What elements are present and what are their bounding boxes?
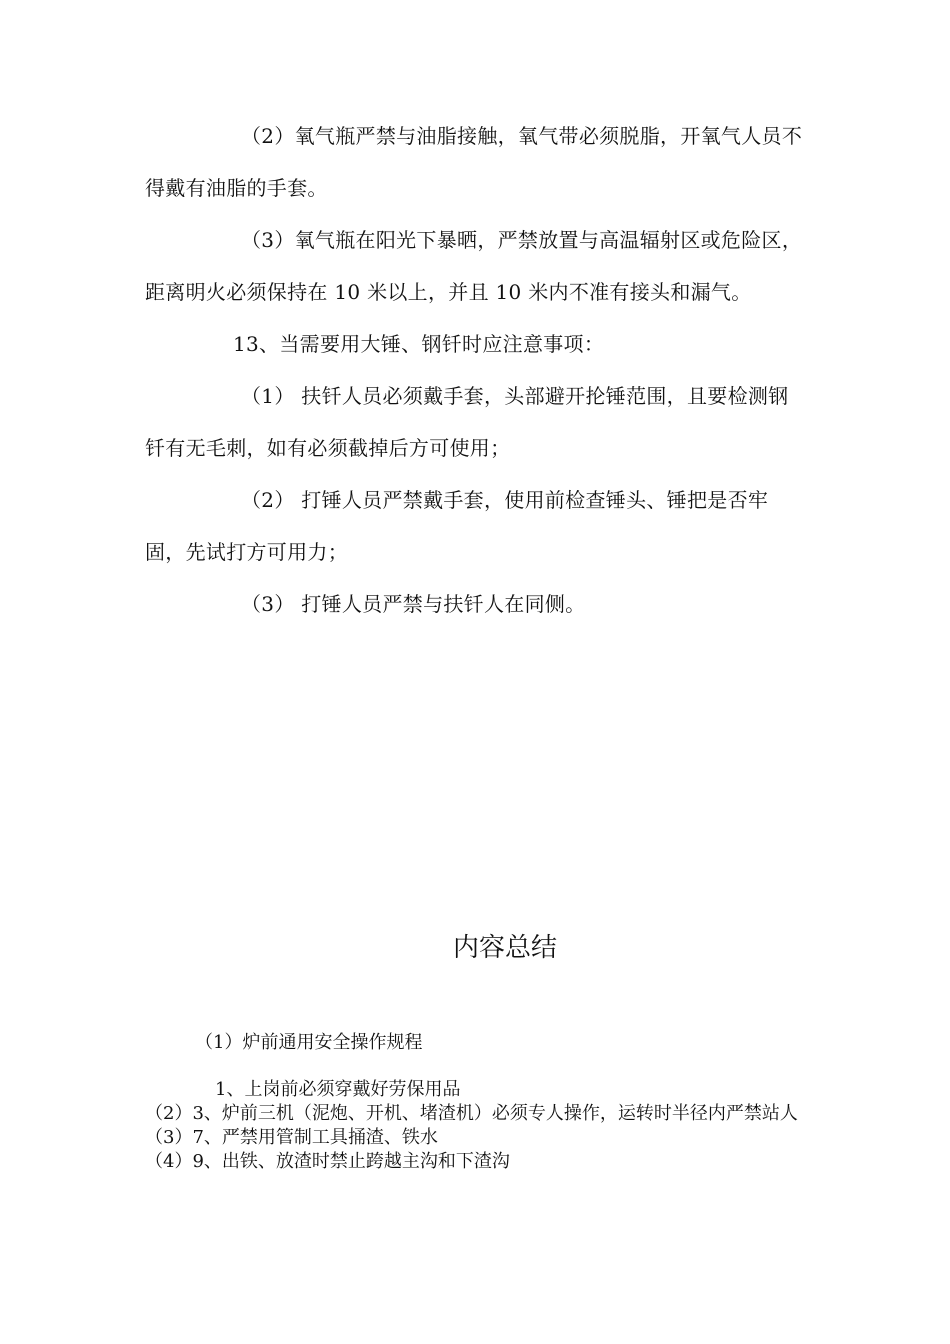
paragraph-hammer-2: （2） 打锤人员严禁戴手套，使用前检查锤头、锤把是否牢固，先试打方可用力； <box>145 488 769 564</box>
summary-heading: （1）炉前通用安全操作规程 <box>195 1032 423 1053</box>
paragraph-hammer-3: （3） 打锤人员严禁与扶钎人在同侧。 <box>241 592 586 616</box>
summary-title: 内容总结 <box>452 933 557 963</box>
paragraph-oxygen-grease: （2）氧气瓶严禁与油脂接触，氧气带必须脱脂，开氧气人员不得戴有油脂的手套。 <box>145 124 803 200</box>
summary-item: （4）9、出铁、放渣时禁止跨越主沟和下渣沟 <box>145 1151 510 1172</box>
summary-item: （3）7、严禁用管制工具捅渣、铁水 <box>145 1127 438 1148</box>
paragraph-hammer-1: （1） 扶钎人员必须戴手套，头部避开抡锤范围，且要检测钢钎有无毛刺，如有必须截掉后方可使用； <box>145 384 789 460</box>
section-heading-hammer: 13、当需要用大锤、钢钎时应注意事项： <box>233 332 605 356</box>
paragraph-oxygen-sun: （3）氧气瓶在阳光下暴晒，严禁放置与高温辐射区或危险区，距离明火必须保持在 10 米以上，并且 10 米内不准有接头和漏气。 <box>145 228 803 304</box>
summary-item: 1、上岗前必须穿戴好劳保用品 <box>215 1079 461 1100</box>
summary-item: （2）3、炉前三机（泥炮、开机、堵渣机）必须专人操作，运转时半径内严禁站人 <box>145 1103 798 1124</box>
summary-list <box>145 1078 805 1174</box>
body-text <box>145 110 805 630</box>
